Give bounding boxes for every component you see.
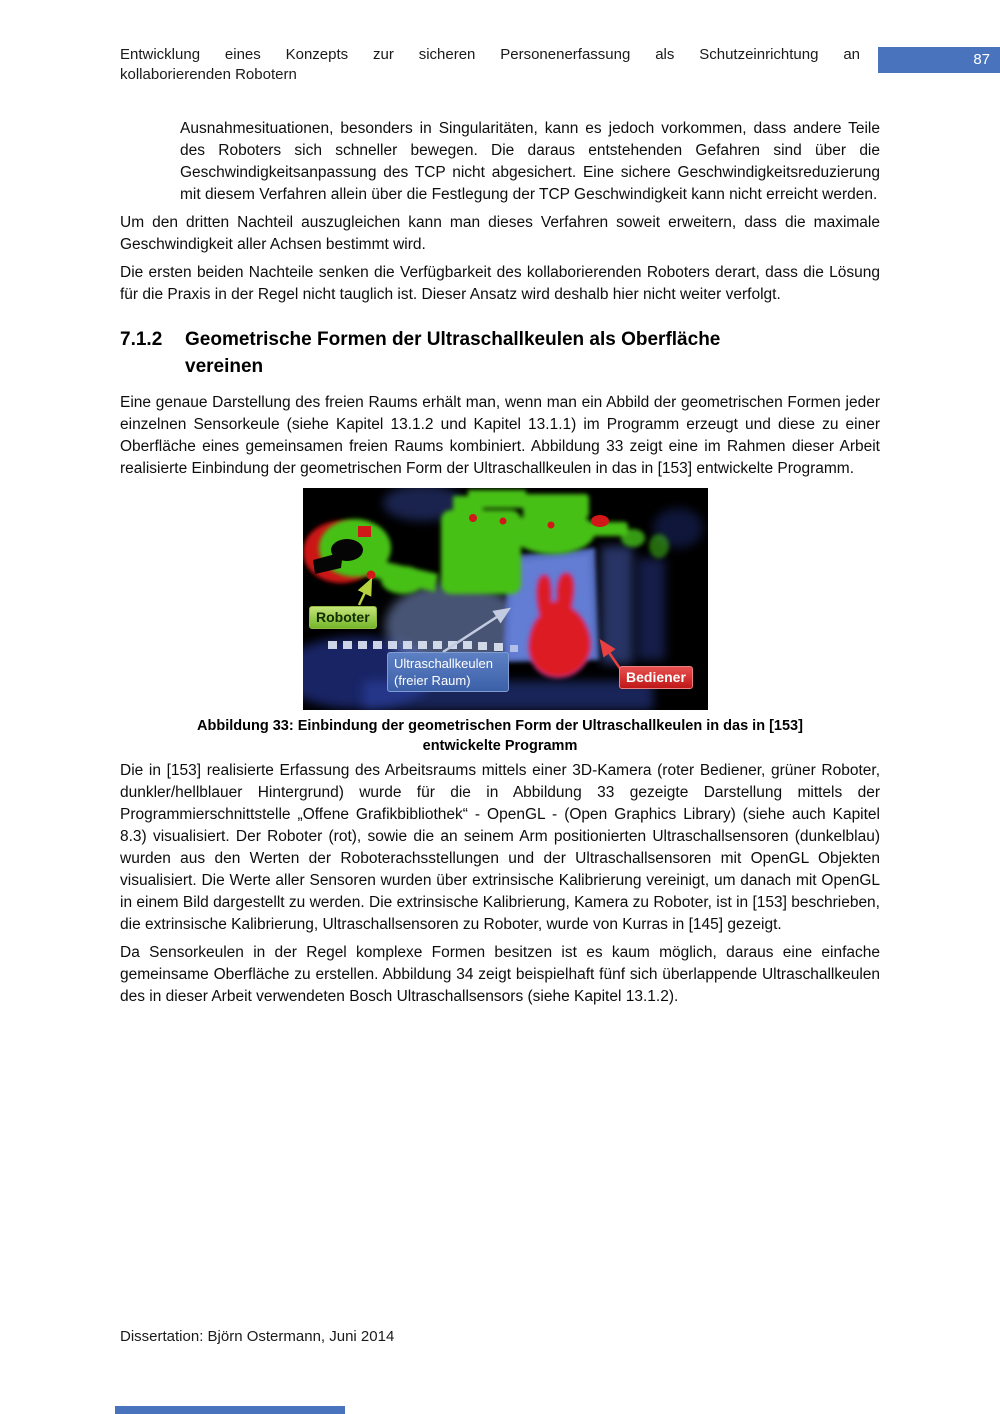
header-title-line2: kollaborierenden Robotern [120,66,297,83]
paragraph: Ausnahmesituationen, besonders in Singularitäten, kann es jedoch vorkommen, dass andere Teile des Roboters sich schneller bewegen. Die daraus entstehenden Gefahren sind über die Geschwindigkeitsanpassung des TCP nicht abgesichert. Eine sichere Geschwindigkeitsreduzierung mit diesem Verfahren allein über die Festlegung der TCP Geschwindigkeit kann nicht erreicht werden. [180,120,880,203]
section-title-line1: Geometrische Formen der Ultraschallkeulen als Oberfläche [185,329,721,350]
paragraph: Eine genaue Darstellung des freien Raums erhält man, wenn man ein Abbild der geometrischen Formen jeder einzelnen Sensorkeule (siehe Kapitel 13.1.2 und Kapitel 13.1.1) im Programm erzeugt und diese zu einer Oberfläche eines gemeinsamen freien Raums kombiniert. Abbildung 33 zeigt eine im Rahmen dieser Arbeit realisierte Einbindung der geometrischen Form der Ultraschallkeulen in das in [153] entwickelte Programm. [120,394,880,477]
figure-caption [120,716,880,756]
paragraph: Da Sensorkeulen in der Regel komplexe Formen besitzen ist es kaum möglich, daraus eine einfache gemeinsame Oberfläche zu erstellen. Abbildung 34 zeigt beispielhaft fünf sich überlappende Ultraschallkeulen des in dieser Arbeit verwendeten Bosch Ultraschallsensors (siehe Kapitel 13.1.2). [120,944,880,1005]
figure-caption-line1: Abbildung 33: Einbindung der geometrischen Form der Ultraschallkeulen in das in [153] [197,718,803,734]
section-number: 7.1.2 [120,329,163,350]
section-heading [120,326,880,380]
figure-label-keulen-line1: Ultraschallkeulen [394,656,493,671]
figure-label-keulen-line2: (freier Raum) [394,673,471,688]
paragraph: Die ersten beiden Nachteile senken die Verfügbarkeit des kollaborierenden Roboters derart, dass die Lösung für die Praxis in der Regel nicht tauglich ist. Dieser Ansatz wird deshalb hier nicht weiter verfolgt. [120,264,880,303]
bottom-rule [115,1406,345,1414]
page-header [120,45,860,85]
section-title [185,326,720,380]
figure-label-bediener: Bediener [619,666,693,689]
page-number-badge: 87 [878,47,1000,73]
header-title-line1: Entwicklung eines Konzepts zur sicheren Personenerfassung als Schutzeinrichtung an [120,46,860,63]
paragraph: Die in [153] realisierte Erfassung des Arbeitsraums mittels einer 3D-Kamera (roter Bediener, grüner Roboter, dunkler/hellblauer Hintergrund) wurde für die in Abbildung 33 gezeigte Darstellung mittels der Programmierschnittstelle „Offene Grafikbibliothek“ - OpenGL - (Open Graphics Library) (siehe auch Kapitel 8.3) visualisiert. Der Roboter (rot), sowie die an seinem Arm positionierten Ultraschallsensoren (dunkelblau) wurden aus den Werten der Roboterachsstellungen und der Ultraschallsensoren mit OpenGL Objekten visualisiert. Die Werte aller Sensoren wurden über extrinsische Kalibrierung vereinigt, um danach mit OpenGL in einem Bild dargestellt zu werden. Die extrinsische Kalibrierung, Kamera zu Roboter, ist in [153] beschrieben, die extrinsische Kalibrierung, Ultraschallsensoren zu Roboter, wurde von Kurras in [145] gezeigt. [120,762,880,933]
paragraph: Um den dritten Nachteil auszugleichen kann man dieses Verfahren soweit erweitern, dass die maximale Geschwindigkeit aller Achsen bestimmt wird. [120,214,880,253]
figure-label-roboter: Roboter [309,606,377,629]
figure-label-ultraschallkeulen [387,652,509,692]
section-title-line2: vereinen [185,356,264,377]
page-content [120,118,880,1014]
figure-caption-line2: entwickelte Programm [422,738,578,754]
page-footer: Dissertation: Björn Ostermann, Juni 2014 [120,1328,395,1345]
figure-abbildung-33 [303,488,708,710]
